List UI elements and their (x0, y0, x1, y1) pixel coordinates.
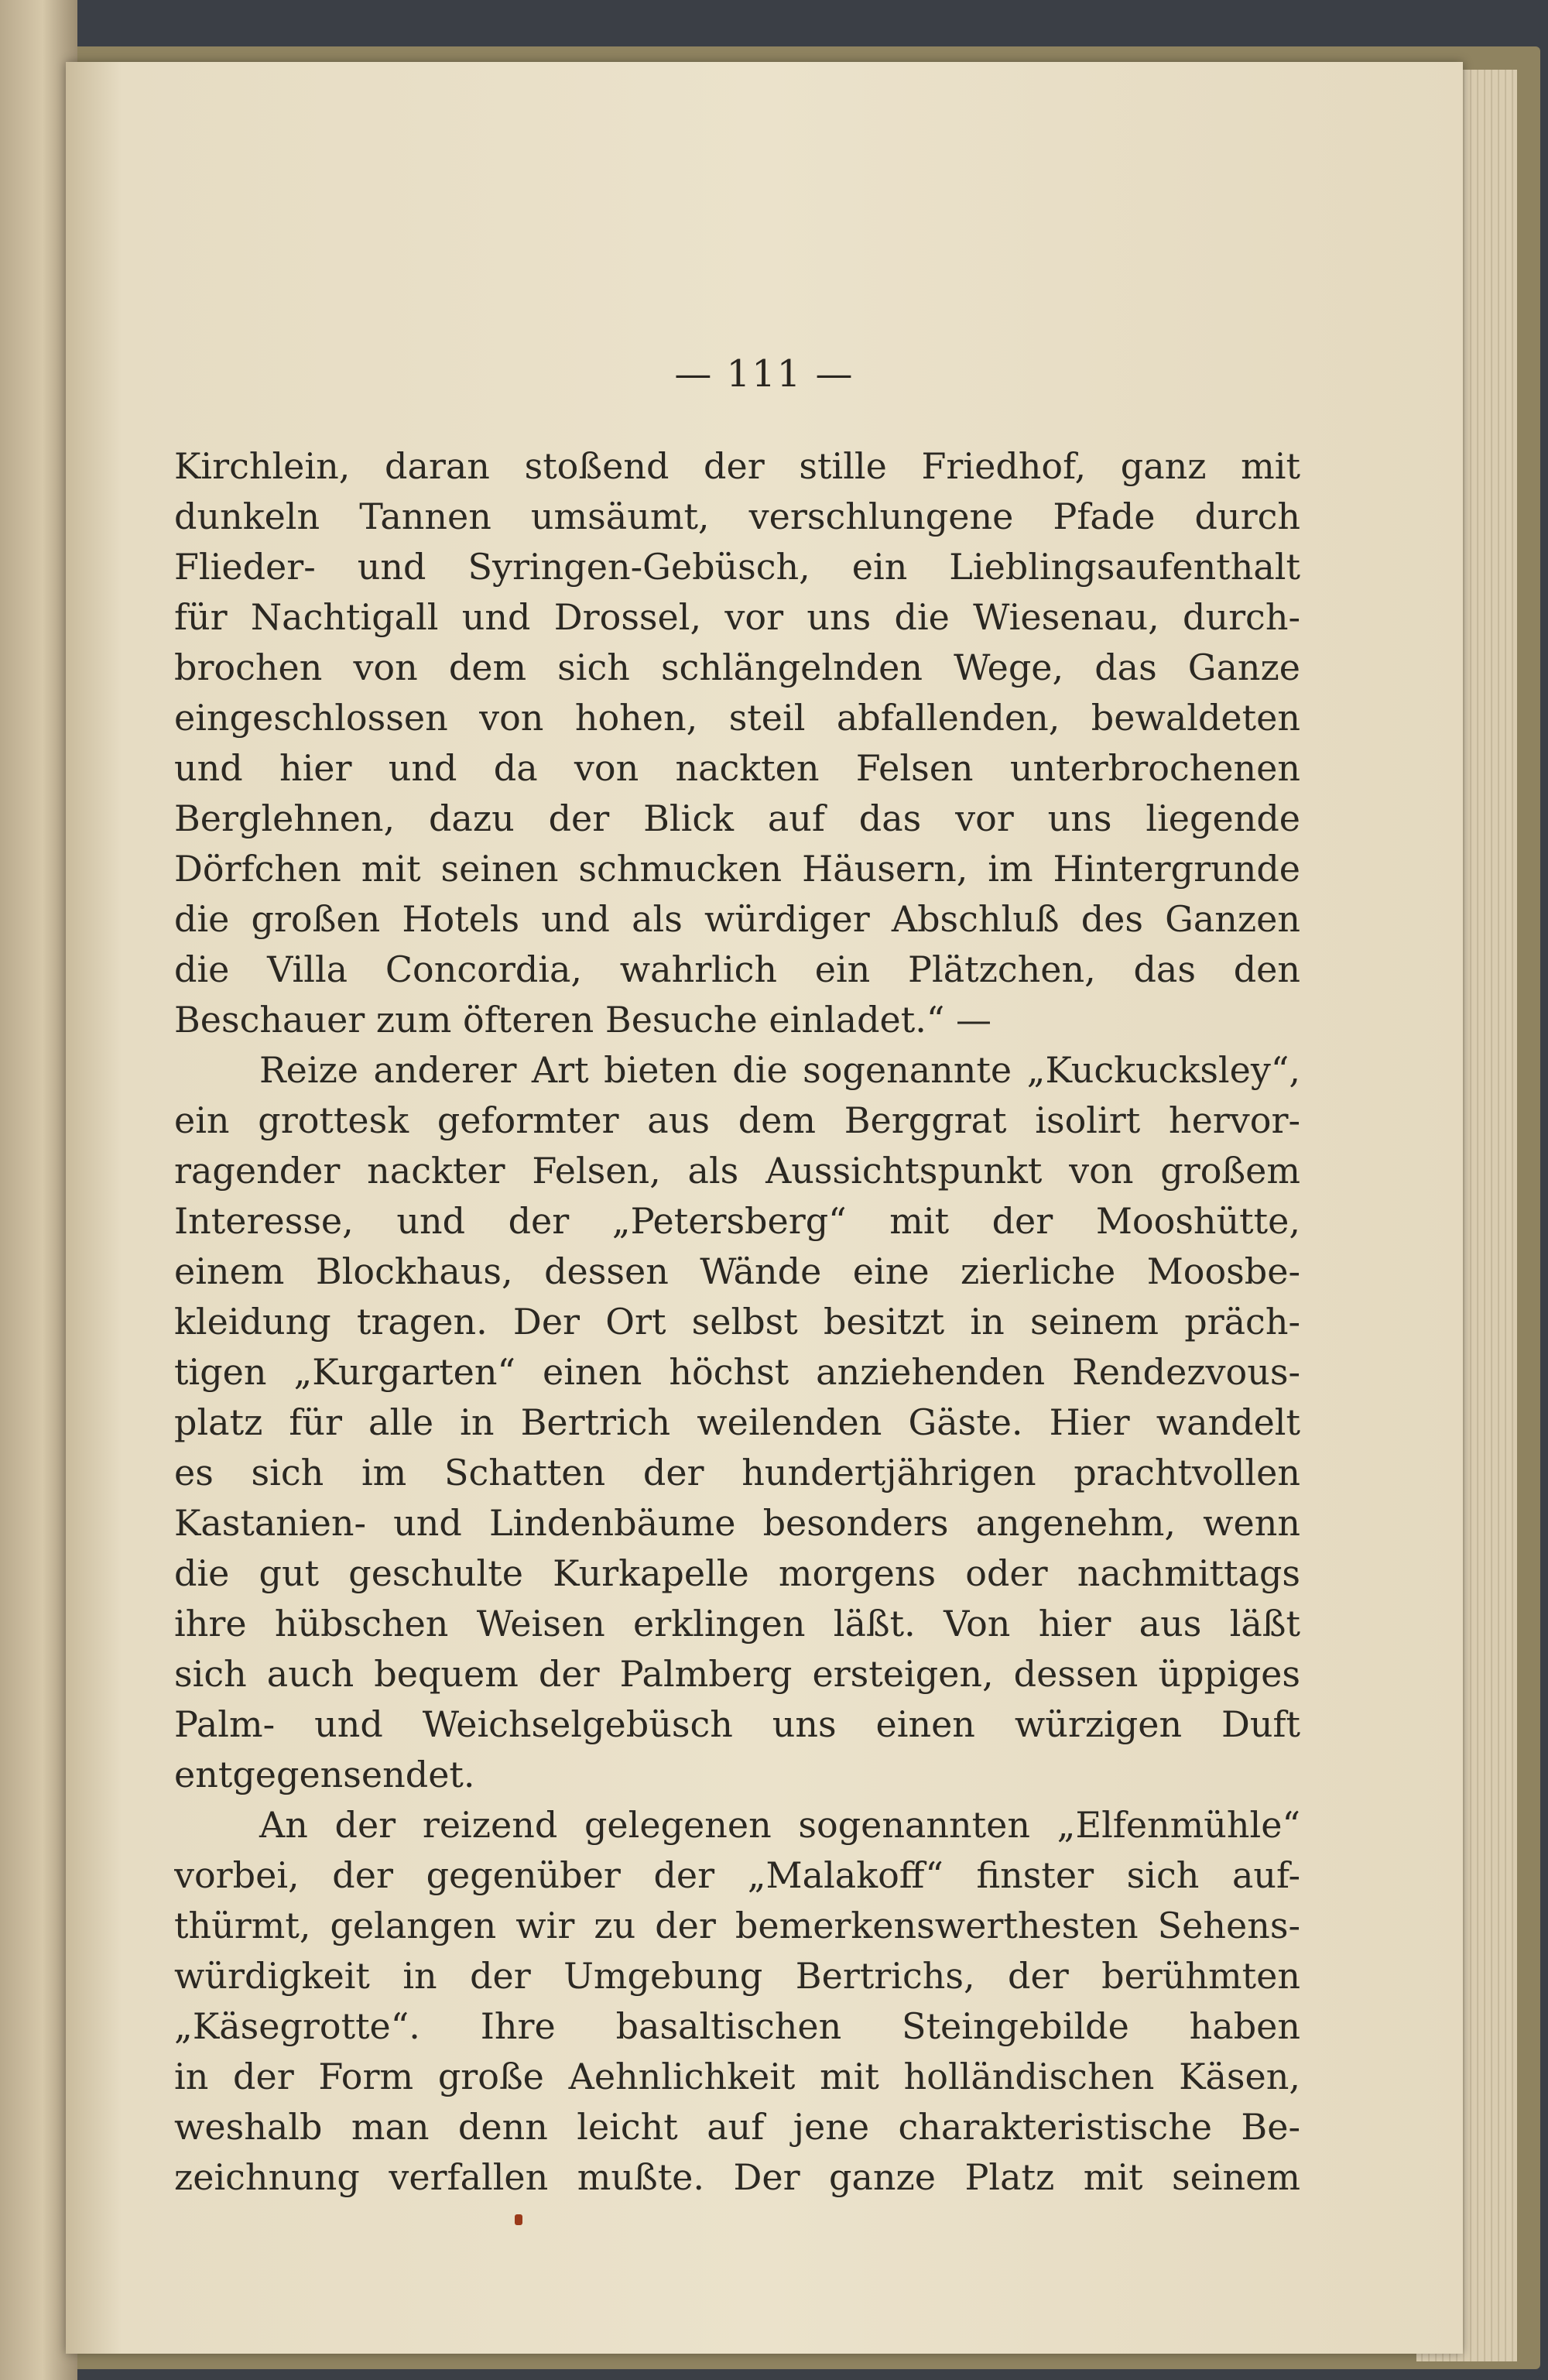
text-line: in der Form große Aehnlichkeit mit holländischen Käsen, (174, 2056, 1300, 2097)
text-line: Palm- und Weichselgebüsch uns einen würzigen Duft (174, 1703, 1300, 1745)
text-line: Reize anderer Art bieten die sogenannte „Kuckucksley“, (259, 1049, 1300, 1091)
text-line: Kastanien- und Lindenbäume besonders angenehm, wenn (174, 1502, 1300, 1544)
text-line: thürmt, gelangen wir zu der bemerkenswerthesten Sehens- (174, 1905, 1300, 1946)
text-line: die Villa Concordia, wahrlich ein Plätzchen, das den (174, 948, 1300, 990)
text-line: An der reizend gelegenen sogenannten „Elfenmühle“ (259, 1804, 1300, 1846)
text-line: es sich im Schatten der hundertjährigen prachtvollen (174, 1452, 1300, 1494)
text-line: die großen Hotels und als würdiger Abschluß des Ganzen (174, 898, 1300, 940)
text-line: Kirchlein, daran stoßend der stille Friedhof, ganz mit (174, 445, 1300, 487)
body-text (174, 441, 1300, 2203)
text-line: für Nachtigall und Drossel, vor uns die Wiesenau, durch- (174, 596, 1300, 638)
text-line: Dörfchen mit seinen schmucken Häusern, im Hintergrunde (174, 848, 1300, 890)
text-line: kleidung tragen. Der Ort selbst besitzt in seinem präch- (174, 1301, 1300, 1343)
text-line: weshalb man denn leicht auf jene charakteristische Be- (174, 2106, 1300, 2148)
text-line: ragender nackter Felsen, als Aussichtspunkt von großem (174, 1150, 1300, 1192)
text-line: die gut geschulte Kurkapelle morgens oder nachmittags (174, 1552, 1300, 1594)
text-line: tigen „Kurgarten“ einen höchst anziehenden Rendezvous- (174, 1351, 1300, 1393)
text-line: einem Blockhaus, dessen Wände eine zierliche Moosbe- (174, 1250, 1300, 1292)
text-line: vorbei, der gegenüber der „Malakoff“ finster sich auf- (174, 1854, 1300, 1896)
text-line: Interesse, und der „Petersberg“ mit der Mooshütte, (174, 1200, 1300, 1242)
text-line: eingeschlossen von hohen, steil abfallenden, bewaldeten (174, 697, 1300, 739)
text-line: zeichnung verfallen mußte. Der ganze Platz mit seinem (174, 2156, 1300, 2198)
text-line: Beschauer zum öfteren Besuche einladet.“ — (174, 999, 992, 1041)
book-page (66, 62, 1463, 2354)
text-line: „Käsegrotte“. Ihre basaltischen Steingebilde haben (174, 2005, 1300, 2047)
ink-spot-icon (515, 2214, 522, 2225)
text-line: ein grottesk geformter aus dem Berggrat isolirt hervor- (174, 1099, 1300, 1141)
text-line: und hier und da von nackten Felsen unterbrochenen (174, 747, 1300, 789)
text-line: dunkeln Tannen umsäumt, verschlungene Pfade durch (174, 496, 1300, 537)
text-line: entgegensendet. (174, 1754, 475, 1795)
page-number: — 111 — (674, 352, 854, 396)
text-line: ihre hübschen Weisen erklingen läßt. Von hier aus läßt (174, 1603, 1300, 1644)
text-line: platz für alle in Bertrich weilenden Gäste. Hier wandelt (174, 1401, 1300, 1443)
text-line: brochen von dem sich schlängelnden Wege, das Ganze (174, 646, 1300, 688)
text-line: würdigkeit in der Umgebung Bertrichs, der berühmten (174, 1955, 1300, 1997)
text-line: sich auch bequem der Palmberg ersteigen, dessen üppiges (174, 1653, 1300, 1695)
text-line: Flieder- und Syringen-Gebüsch, ein Lieblingsaufenthalt (174, 546, 1300, 588)
text-line: Berglehnen, dazu der Blick auf das vor uns liegende (174, 797, 1300, 839)
